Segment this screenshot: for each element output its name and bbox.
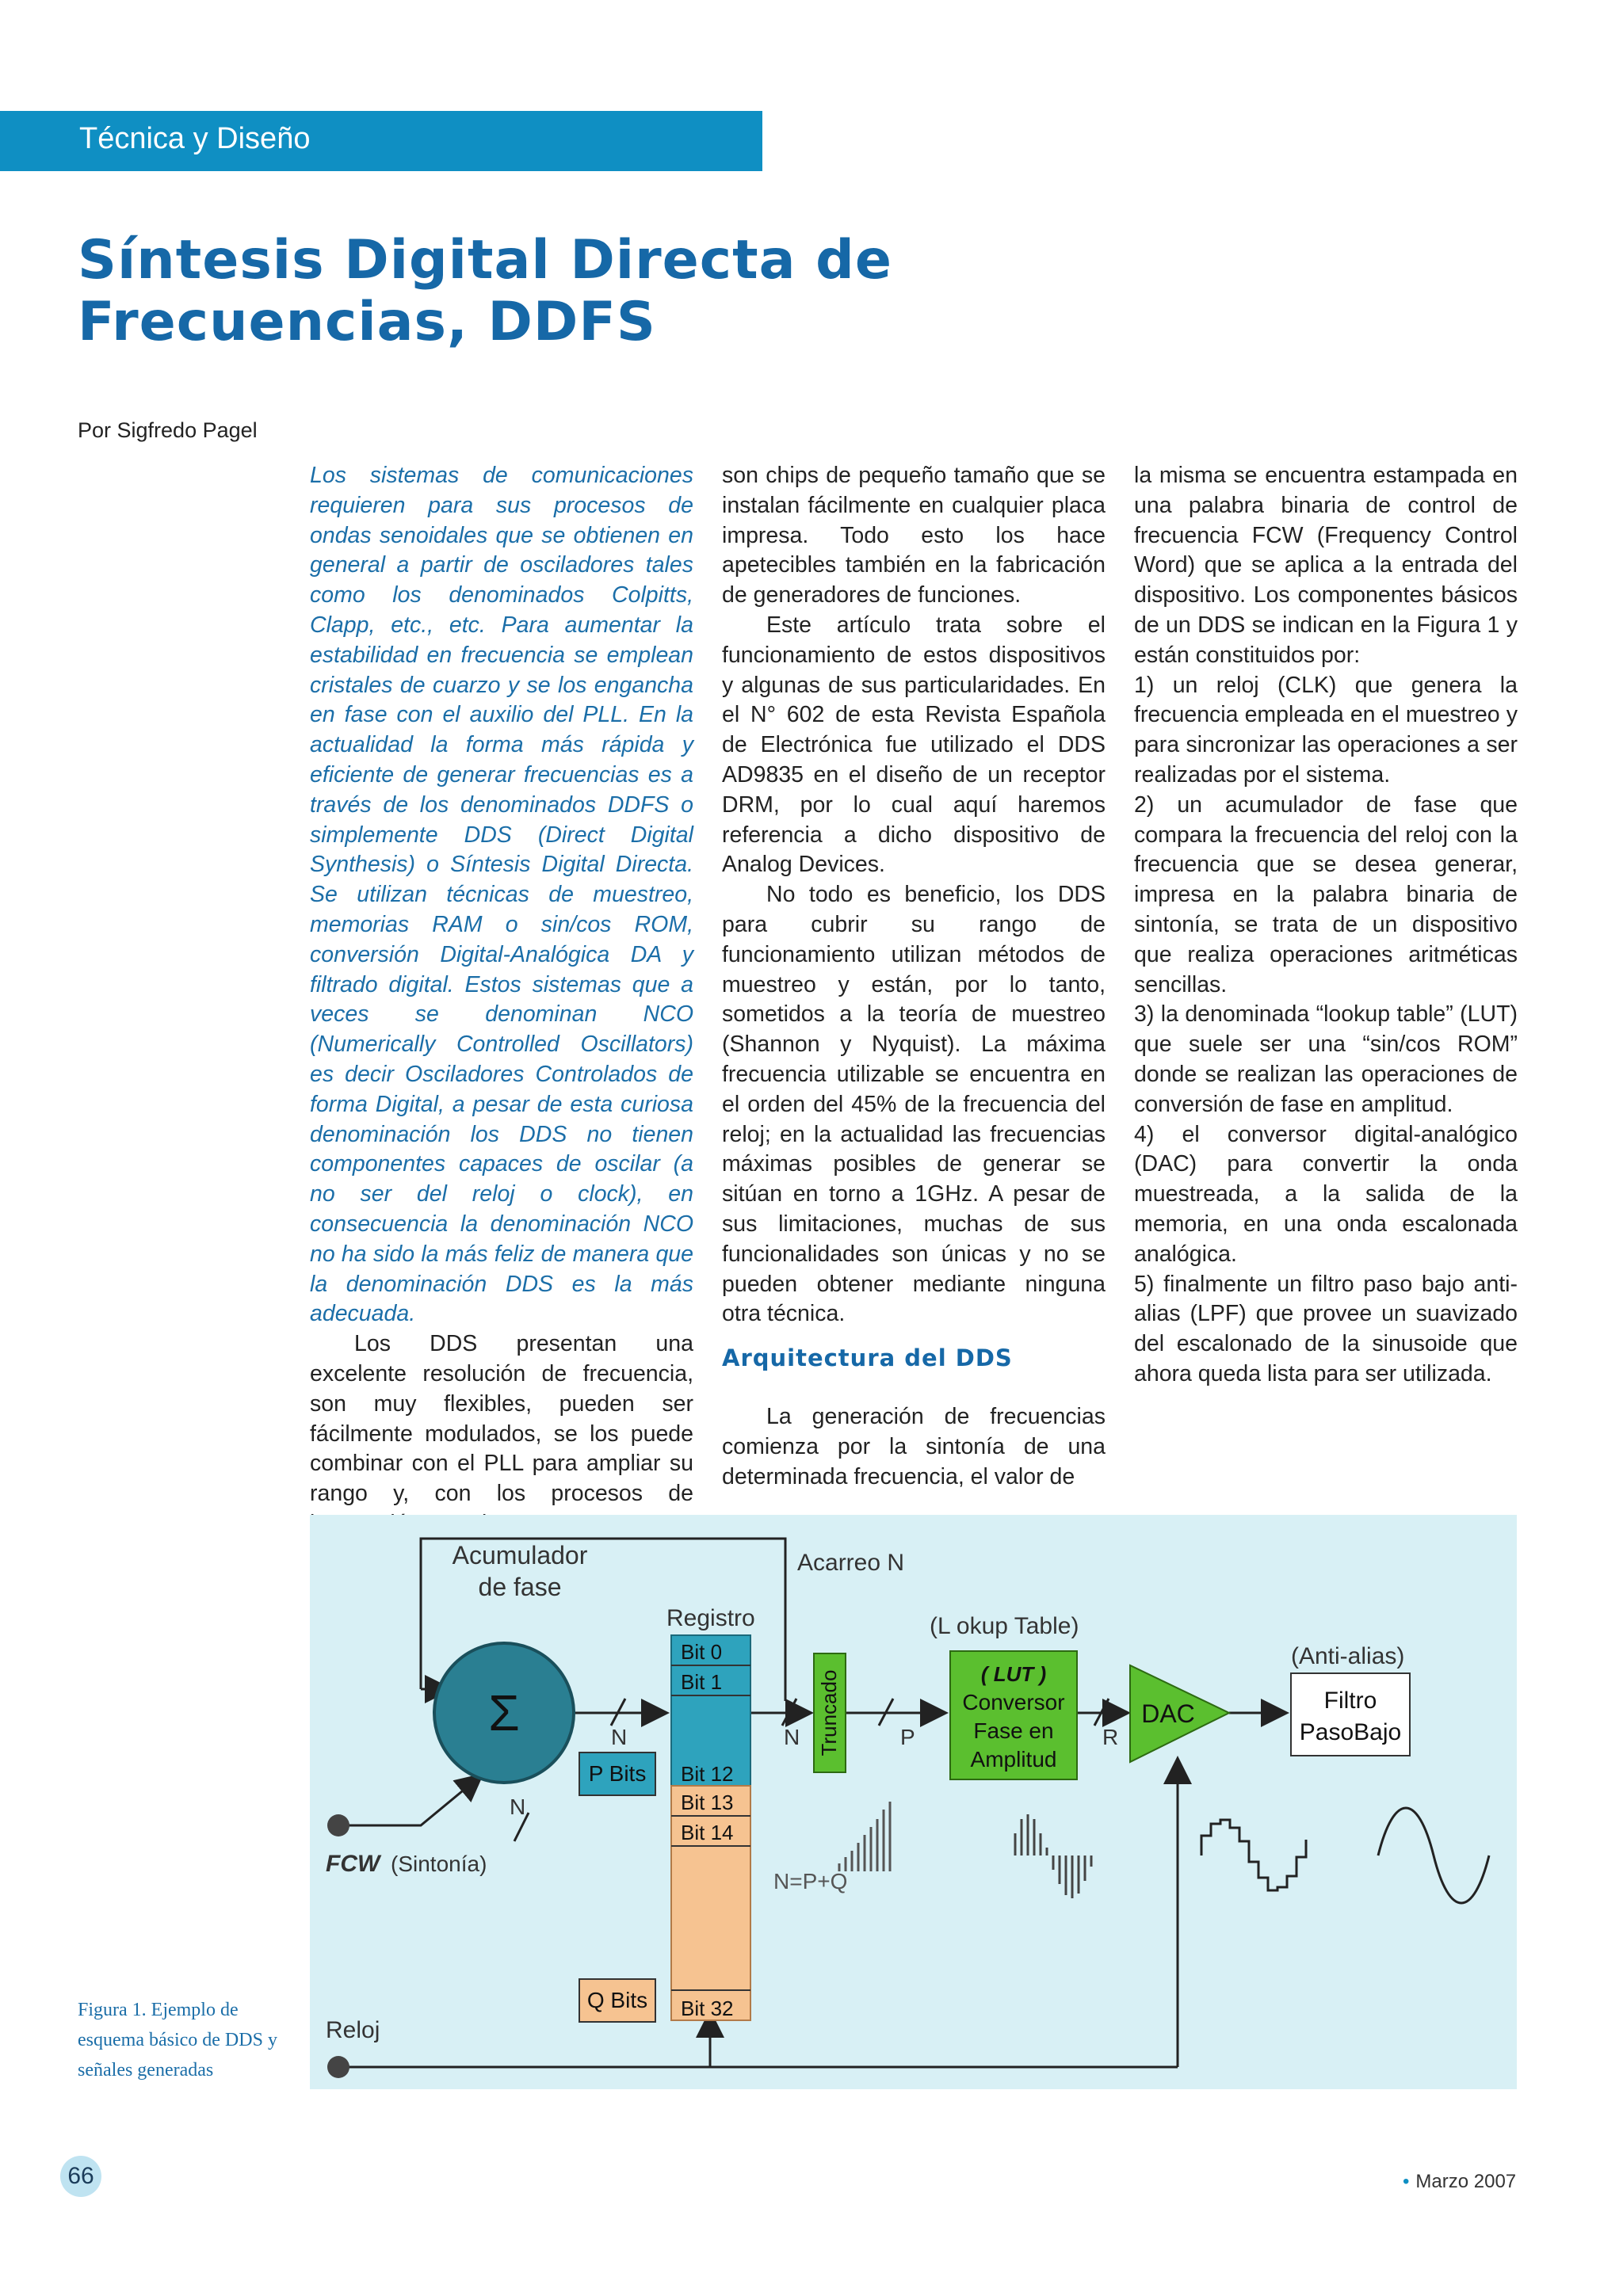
sintonia-label: (Sintonía) <box>391 1852 487 1876</box>
accumulator-label-1: Acumulador <box>452 1541 588 1569</box>
section-label: Técnica y Diseño <box>79 122 311 155</box>
sampled-sine-signal <box>1009 1814 1091 1898</box>
register-bit-12: Bit 12 <box>681 1762 734 1786</box>
title-line-1: Síntesis Digital Directa de <box>78 229 892 292</box>
register-bit-0: Bit 0 <box>681 1640 723 1664</box>
lut-title: (L okup Table) <box>930 1613 1079 1639</box>
register-label: Registro <box>666 1605 755 1631</box>
paragraph: No todo es beneficio, los DDS para cubrir su rango de funcionamiento utilizan métodos de muestreo y están, por lo tanto, sometidos a la teoría de muestreo (Shannon y Nyquist). La máxima frecuencia utilizable se encuentra en el orden del 45% de la frecuencia del reloj; en la actualidad las frecuencias máximas posibles de generar se sitúan en torno a 1GHz. A pesar de sus limitaciones, muchas de sus funcionalidades son únicas y no se pueden obtener mediante ninguna otra técnica. <box>722 882 1106 1327</box>
list-item: 4) el conversor digital-analógico (DAC) para convertir la onda muestreada, a la salida de la memoria, en una onda escalonada analógica. <box>1134 1121 1518 1267</box>
list-item: 1) un reloj (CLK) que genera la frecuencia empleada en el muestreo y para sincronizar las operaciones a ser realizadas por el sistema. <box>1134 672 1518 788</box>
register-bit-13: Bit 13 <box>681 1791 734 1814</box>
sigma-symbol: Σ <box>488 1684 520 1741</box>
title-line-2: Frecuencias, DDFS <box>78 291 656 353</box>
abstract: Los sistemas de comunicaciones requieren para sus procesos de ondas senoidales que se obtienen en general a partir de osciladores tales como los denominados Colpitts, Clapp, etc., etc. Para aumentar la estabilidad en frecuencia se emplean cristales de cuarzo y se los engancha en fase con el auxilio del PLL. En la actualidad la forma más rápida y eficiente de generar frecuencias es a través de los denominados DDFS o simplemente DDS (Direct Digital Synthesis) o Síntesis Digital Directa. Se utilizan técnicas de muestreo, memorias RAM o sin/cos ROM, conversión Digital-Analógica DA y filtrado digital. Estos sistemas que a veces se denominan NCO (Numerically Controlled Oscillators) es decir Osciladores Controlados de forma Digital, a pesar de esta curiosa denominación los DDS no tienen componentes capaces de oscilar (a no ser del reloj o clock), en consecuencia la denominación NCO no ha sido la más feliz de manera que la denominación DDS es la más adecuada. <box>310 463 693 1327</box>
p-bits-label: P Bits <box>588 1761 647 1786</box>
text-column-2 <box>722 461 1106 1492</box>
paragraph: Los DDS presentan una excelente resolución de frecuencia, son muy flexibles, pueden ser fácilmente modulados, se los puede combinar con el PLL para ampliar su rango y, con los procesos de <box>310 1331 693 1507</box>
fcw-input-terminal <box>327 1814 349 1836</box>
dds-block-diagram <box>310 1515 1517 2089</box>
lut-label-4: Amplitud <box>970 1747 1057 1772</box>
clock-input-terminal <box>327 2056 349 2078</box>
smooth-sine-signal <box>1378 1808 1489 1903</box>
list-item: 5) finalmente un filtro paso bajo anti-alias (LPF) que provee un suavizado del escalonado de la sinusoide que ahora queda lista para ser utilizada. <box>1134 1271 1518 1386</box>
fcw-label: FCW <box>326 1851 380 1877</box>
list-item: 3) la denominada “lookup table” (LUT) que suele ser una “sin/cos ROM” donde se realizan las operaciones de conversión de fase en amplitud. <box>1134 1001 1518 1117</box>
staircase-signal <box>1201 1820 1306 1890</box>
text-column-1 <box>310 461 693 1539</box>
dac-label: DAC <box>1141 1699 1195 1728</box>
figure-caption <box>78 1995 284 2085</box>
issue-date-text: Marzo 2007 <box>1415 2171 1517 2192</box>
paragraph: son chips de pequeño tamaño que se instalan fácilmente en cualquier placa impresa. Todo esto los hace apetecibles también en la fabricación de generadores de funciones. <box>722 463 1106 608</box>
caption-line: esquema básico de DDS y <box>78 2030 277 2050</box>
sample-ramp-signal <box>839 1802 890 1871</box>
text-column-3 <box>1134 461 1518 1390</box>
npq-label: N=P+Q <box>773 1869 848 1894</box>
lut-label-1: ( LUT ) <box>980 1662 1047 1686</box>
page-number: 66 <box>60 2156 101 2197</box>
bus-width-r: R <box>1102 1725 1119 1749</box>
bus-width-n: N <box>784 1725 800 1749</box>
fcw-input-line <box>342 1776 480 1825</box>
author-byline: Por Sigfredo Pagel <box>78 418 258 442</box>
lut-label-3: Fase en <box>973 1718 1054 1743</box>
register-bit-14: Bit 14 <box>681 1821 734 1844</box>
bus-width-p: P <box>900 1725 915 1749</box>
paragraph: La generación de frecuencias comienza por la sintonía de una determinada frecuencia, el valor de <box>722 1403 1106 1489</box>
diagram-svg <box>310 1515 1517 2089</box>
list-item: 2) un acumulador de fase que compara la frecuencia del reloj con la frecuencia que se desea generar, impresa en la palabra binaria de sintonía, se trata de un dispositivo que realiza operaciones aritméticas sencillas. <box>1134 791 1518 997</box>
caption-line: señales generadas <box>78 2060 214 2081</box>
truncado-label: Truncado <box>817 1669 841 1756</box>
paragraph: Este artículo trata sobre el funcionamiento de estos dispositivos y algunas de sus particularidades. En el N° 602 de esta Revista Española de Electrónica fue utilizado el DDS AD9835 en el diseño de un receptor DRM, por lo cual aquí haremos referencia a dicho dispositivo de Analog Devices. <box>722 612 1106 878</box>
accumulator-label-2: de fase <box>478 1573 562 1601</box>
bullet-icon: • <box>1403 2171 1410 2192</box>
bus-width-n: N <box>611 1725 628 1749</box>
clock-label: Reloj <box>326 2017 380 2043</box>
register-bit-32: Bit 32 <box>681 1997 734 2020</box>
caption-line: Figura 1. Ejemplo de <box>78 2000 239 2020</box>
lut-label-2: Conversor <box>962 1690 1065 1714</box>
section-banner <box>0 111 762 171</box>
filter-label-2: PasoBajo <box>1299 1719 1402 1745</box>
bus-width-n: N <box>510 1794 526 1819</box>
q-bits-label: Q Bits <box>586 1988 648 2012</box>
antialias-label: (Anti-alias) <box>1291 1643 1405 1669</box>
filter-label-1: Filtro <box>1323 1688 1377 1714</box>
article-title <box>78 230 1187 353</box>
carry-label: Acarreo N <box>797 1550 905 1576</box>
section-heading: Arquitectura del DDS <box>722 1344 1013 1372</box>
paragraph: la misma se encuentra estampada en una palabra binaria de control de frecuencia FCW (Frequency Control Word) que se aplica a la entrada del dispositivo. Los componentes básicos de un DDS se indican en la Figura 1 y están constituidos por: <box>1134 463 1518 668</box>
issue-date <box>1403 2171 1516 2193</box>
register-bit-1: Bit 1 <box>681 1670 723 1694</box>
